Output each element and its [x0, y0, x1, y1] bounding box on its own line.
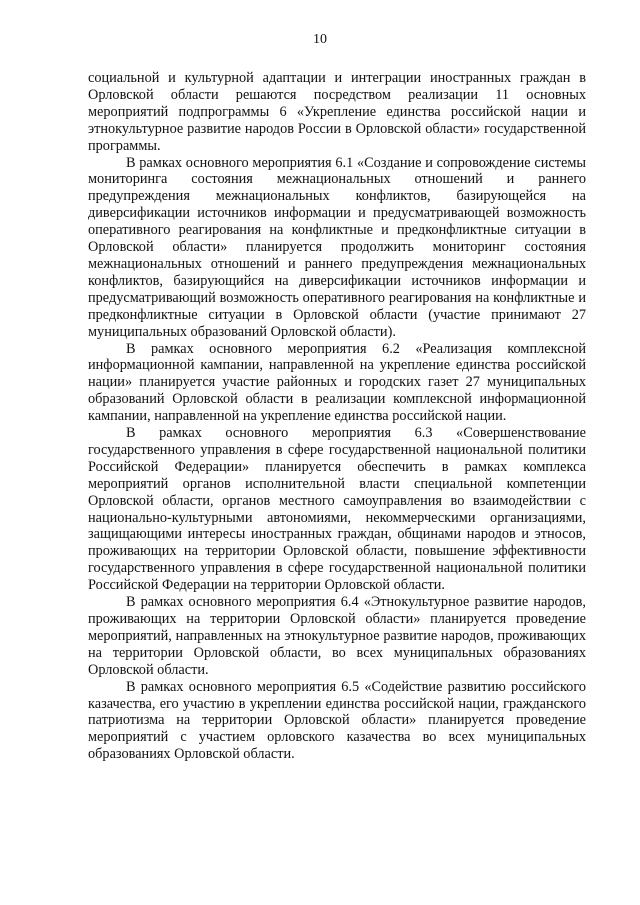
paragraph-measure-6-1: В рамках основного мероприятия 6.1 «Создание и сопровождение системы мониторинга состояния межнациональных отношений и раннего предупреждения межнациональных конфликтов, базирующейся на диверсификации источников информации и предусматривающей возможность оперативного реагирования на конфликтные и предконфликтные ситуации в Орловской области» планируется продолжить мониторинг состояния межнациональных отношений и раннего предупреждения межнациональных конфликтов, базирующийся на диверсификации источников информации и предусматривающий возможность оперативного реагирования на конфликтные и предконфликтные ситуации в Орловской области (участие принимают 27 муниципальных образований Орловской области).: [88, 154, 586, 340]
paragraph-measure-6-4: В рамках основного мероприятия 6.4 «Этнокультурное развитие народов, проживающих на территории Орловской области» планируется проведение мероприятий, направленных на этнокультурное развитие народов, проживающих на территории Орловской области, во всех муниципальных образованиях Орловской области.: [88, 594, 586, 678]
document-body: [88, 70, 586, 763]
paragraph-intro-continuation: социальной и культурной адаптации и интеграции иностранных граждан в Орловской области решаются посредством реализации 11 основных мероприятий подпрограммы 6 «Укрепление единства российской нации и этнокультурное развитие народов России в Орловской области» государственной программы.: [88, 70, 586, 154]
paragraph-measure-6-3: В рамках основного мероприятия 6.3 «Совершенствование государственного управления в сфере государственной национальной политики Российской Федерации» планируется обеспечить в рамках комплекса мероприятий органов исполнительной власти специальной компетенции Орловской области, органов местного самоуправления во взаимодействии с национально-культурными автономиями, некоммерческими организациями, защищающими интересы иностранных граждан, общинами народов и этносов, проживающих на территории Орловской области, повышение эффективности государственного управления в сфере государственной национальной политики Российской Федерации на территории Орловской области.: [88, 425, 586, 594]
page-number: 10: [313, 32, 327, 47]
paragraph-measure-6-2: В рамках основного мероприятия 6.2 «Реализация комплексной информационной кампании, направленной на укрепление единства российской нации» планируется участие районных и городских газет 27 муниципальных образований Орловской области в реализации комплексной информационной кампании, направленной на укрепление единства российской нации.: [88, 340, 586, 425]
paragraph-measure-6-5: В рамках основного мероприятия 6.5 «Содействие развитию российского казачества, его участию в укреплении единства российской нации, гражданского патриотизма на территории Орловской области» планируется проведение мероприятий с участием орловского казачества во всех муниципальных образованиях Орловской области.: [88, 678, 586, 763]
